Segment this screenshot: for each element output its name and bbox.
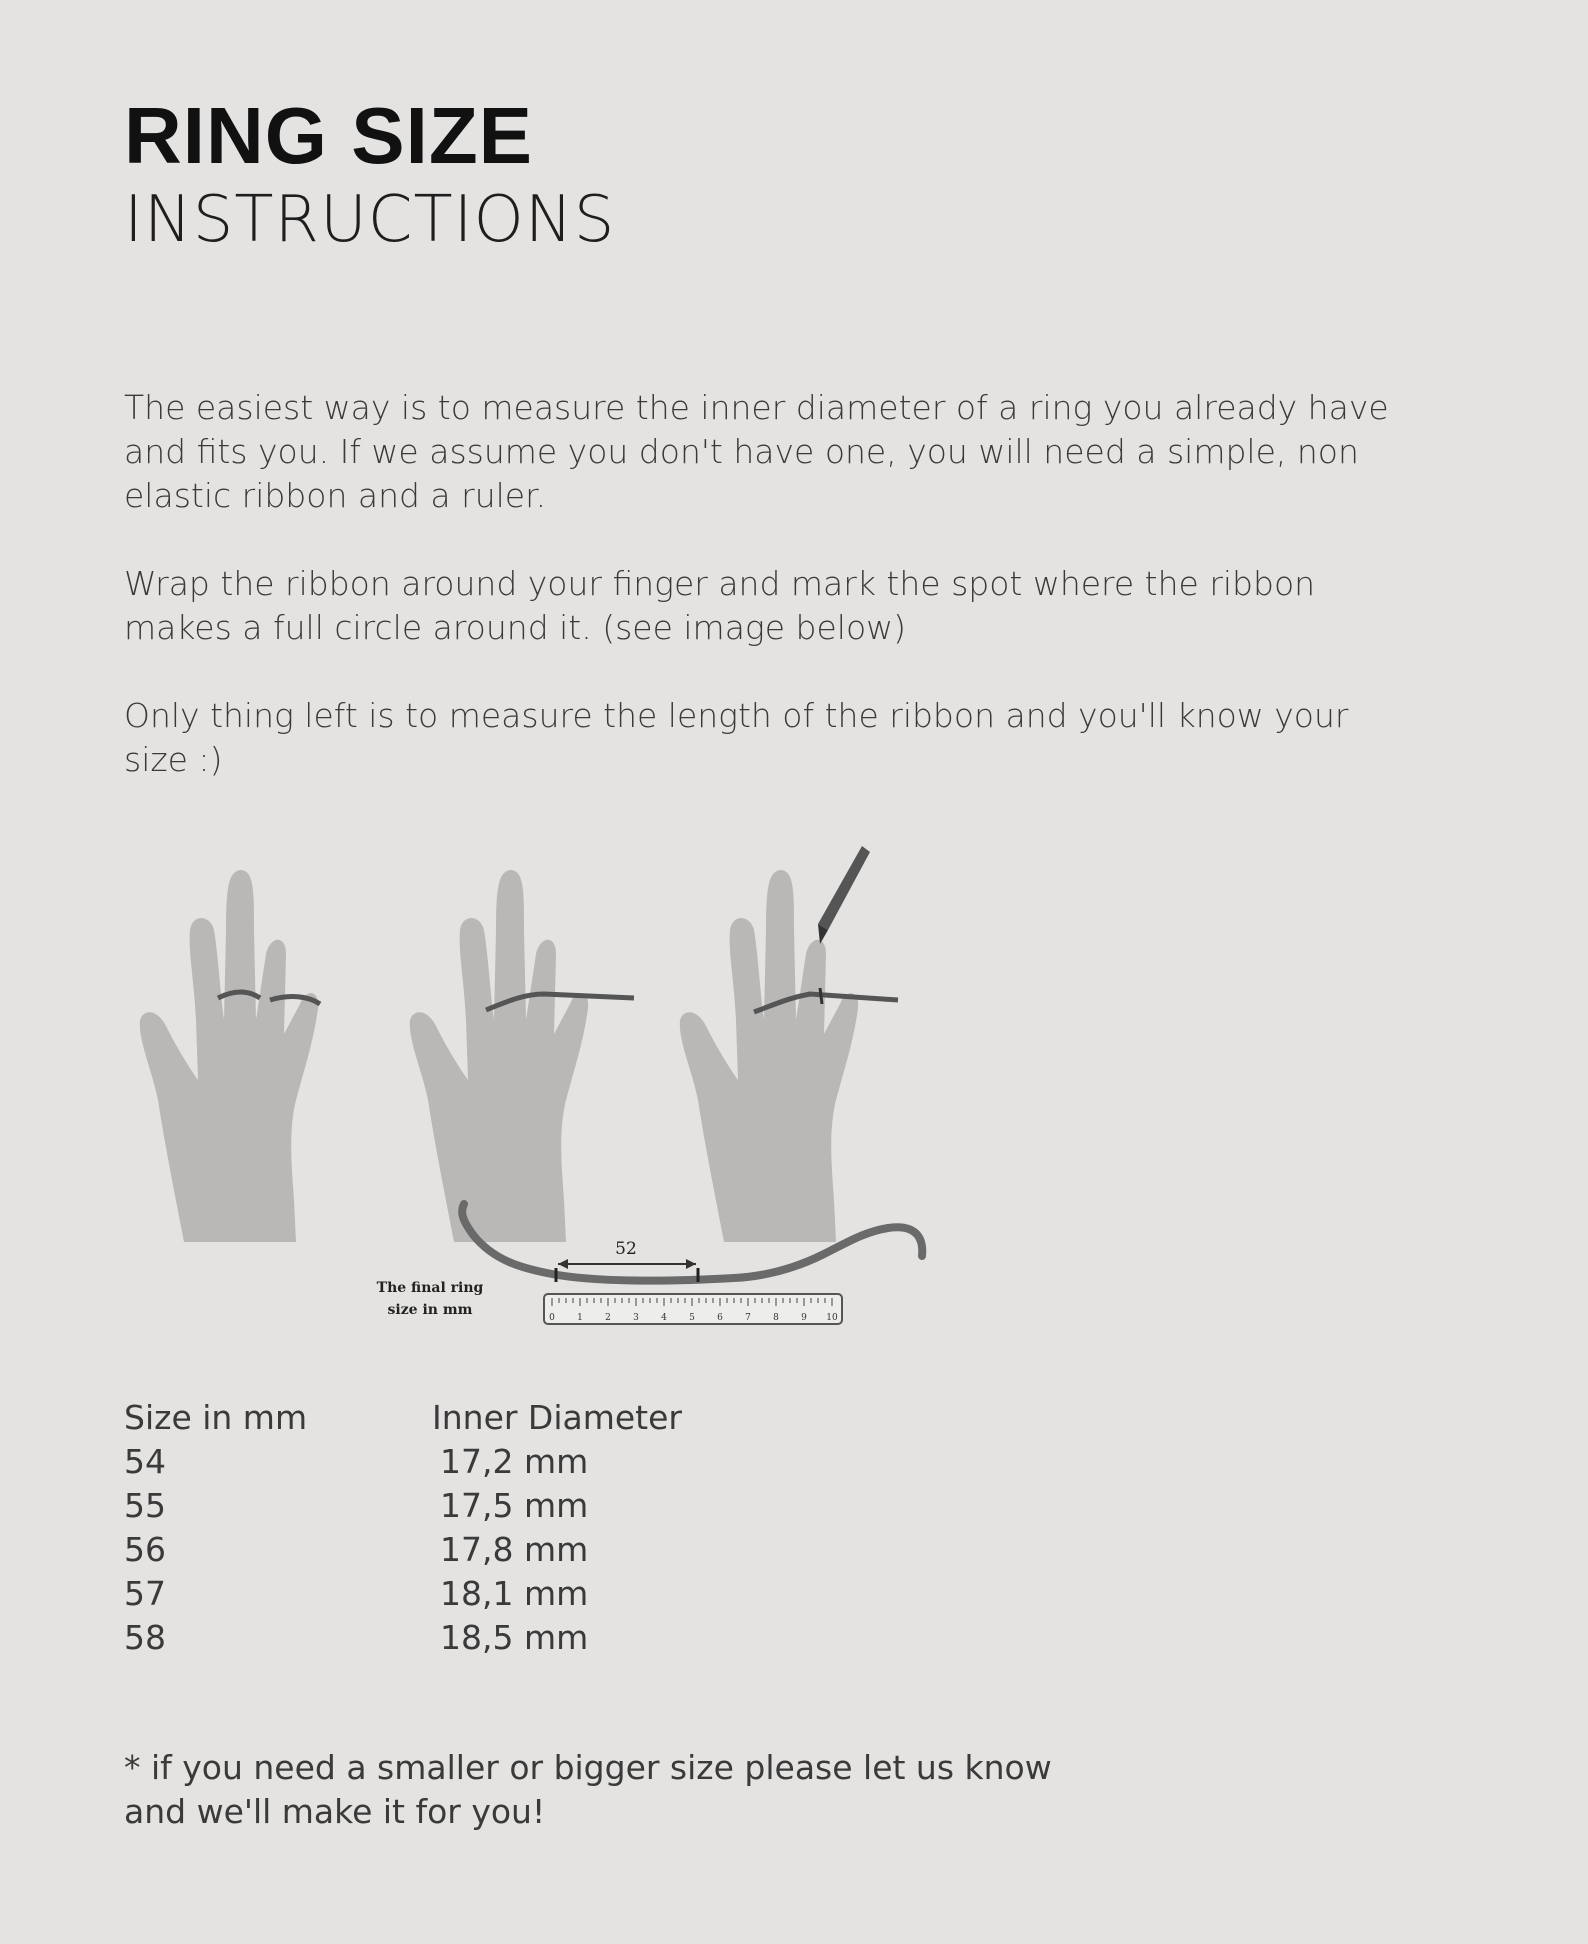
intro-paragraph-1 <box>124 386 1464 518</box>
ruler-tick-label: 3 <box>633 1313 639 1323</box>
ruler-tick-label: 1 <box>577 1313 583 1323</box>
ruler-tick-label: 7 <box>745 1313 751 1323</box>
diameter-cell: 18,5 mm <box>440 1618 589 1657</box>
table-row <box>124 1484 682 1528</box>
ruler-tick-label: 2 <box>605 1313 611 1323</box>
text-line: elastic ribbon and a ruler. <box>124 476 547 515</box>
size-cell: 54 <box>124 1442 166 1481</box>
table-row <box>124 1616 682 1660</box>
ruler-tick-label: 5 <box>689 1313 695 1323</box>
size-cell: 57 <box>124 1574 166 1613</box>
ruler-tick-label: 6 <box>717 1313 723 1323</box>
diameter-cell: 17,5 mm <box>440 1486 589 1525</box>
hand-step-2 <box>410 870 634 1242</box>
diameter-cell: 18,1 mm <box>440 1574 589 1613</box>
caption-line-1: The final ring <box>376 1280 484 1296</box>
diameter-cell: 17,2 mm <box>440 1442 589 1481</box>
size-cell: 56 <box>124 1530 166 1569</box>
ring-measurement-illustration <box>124 808 944 1338</box>
size-table <box>124 1396 682 1660</box>
ruler <box>544 1294 842 1324</box>
caption-line-2: size in mm <box>387 1302 473 1318</box>
column-header-diameter: Inner Diameter <box>432 1398 682 1437</box>
ruler-tick-label: 4 <box>661 1313 667 1323</box>
ruler-tick-label: 8 <box>773 1313 779 1323</box>
hand-step-1 <box>140 870 320 1242</box>
text-line: size :) <box>124 740 223 779</box>
page-title: RING SIZE <box>124 91 534 180</box>
diameter-cell: 17,8 mm <box>440 1530 589 1569</box>
text-line: The easiest way is to measure the inner diameter of a ring you already have <box>124 388 1389 427</box>
measurement-label: 52 <box>615 1239 637 1259</box>
ruler-tick-label: 9 <box>801 1313 807 1323</box>
text-line: * if you need a smaller or bigger size please let us know <box>124 1748 1052 1787</box>
column-header-size: Size in mm <box>124 1398 308 1437</box>
ruler-tick-label: 10 <box>826 1313 838 1323</box>
table-header <box>124 1396 682 1440</box>
text-line: Only thing left is to measure the length of the ribbon and you'll know your <box>124 696 1349 735</box>
size-cell: 55 <box>124 1486 166 1525</box>
table-row <box>124 1572 682 1616</box>
text-line: makes a full circle around it. (see image below) <box>124 608 906 647</box>
hand-step-3 <box>680 846 898 1242</box>
size-cell: 58 <box>124 1618 166 1657</box>
intro-paragraph-3 <box>124 694 1464 782</box>
table-row <box>124 1528 682 1572</box>
text-line: and fits you. If we assume you don't have one, you will need a simple, non <box>124 432 1359 471</box>
table-row <box>124 1440 682 1484</box>
ruler-tick-label: 0 <box>549 1313 555 1323</box>
pen-icon <box>818 846 870 944</box>
footnote <box>124 1746 1124 1834</box>
text-line: Wrap the ribbon around your finger and mark the spot where the ribbon <box>124 564 1316 603</box>
page-subtitle: INSTRUCTIONS <box>124 183 616 257</box>
intro-paragraph-2 <box>124 562 1464 650</box>
text-line: and we'll make it for you! <box>124 1792 546 1831</box>
